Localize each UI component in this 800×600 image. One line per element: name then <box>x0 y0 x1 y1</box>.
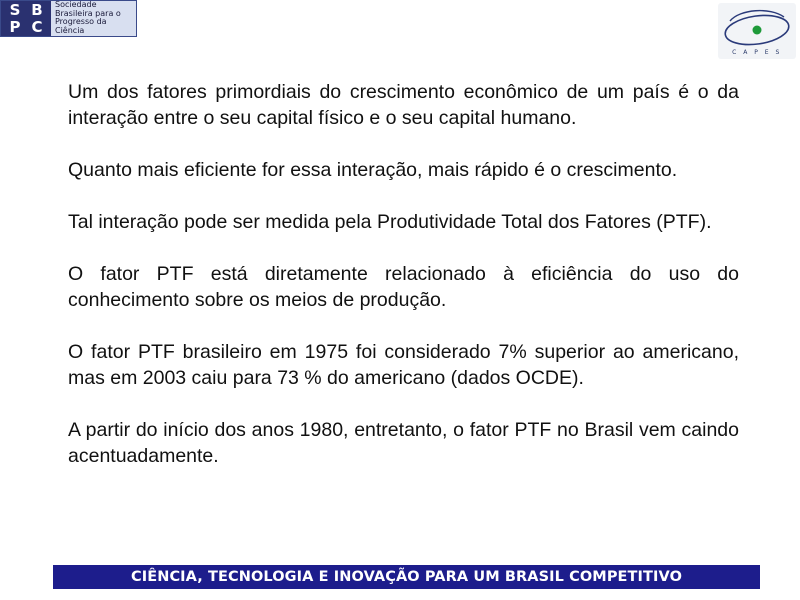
paragraph: Um dos fatores primordiais do crescimento econômico de um país é o da interação entre o seu capital físico e o seu capital humano. <box>68 81 739 129</box>
sbpc-name <box>51 1 136 36</box>
sbpc-name-line: Sociedade <box>55 1 97 9</box>
paragraph: Quanto mais eficiente for essa interação, mais rápido é o crescimento. <box>68 159 678 181</box>
sbpc-letter-p: P <box>9 17 21 36</box>
capes-label: C A P E S <box>732 49 782 56</box>
paragraph: A partir do início dos anos 1980, entretanto, o fator PTF no Brasil vem caindo acentuadamente. <box>68 419 739 467</box>
sbpc-name-line: Progresso da <box>55 17 107 26</box>
capes-dot-icon <box>753 26 762 35</box>
paragraph: O fator PTF brasileiro em 1975 foi considerado 7% superior ao americano, mas em 2003 caiu para 73 % do americano (dados OCDE). <box>68 341 739 389</box>
sbpc-monogram <box>1 1 51 36</box>
sbpc-letter-s: S <box>9 1 21 19</box>
sbpc-name-line: Brasileira para o <box>55 8 121 18</box>
sbpc-name-line: Ciência <box>55 25 85 35</box>
sbpc-letter-b: B <box>31 1 43 19</box>
paragraph: O fator PTF está diretamente relacionado à eficiência do uso do conhecimento sobre os meios de produção. <box>68 263 739 311</box>
sbpc-letter-c: C <box>31 17 43 36</box>
sbpc-logo <box>0 0 137 37</box>
slide-body <box>68 79 739 495</box>
paragraph: Tal interação pode ser medida pela Produtividade Total dos Fatores (PTF). <box>68 211 712 233</box>
footer-banner: CIÊNCIA, TECNOLOGIA E INOVAÇÃO PARA UM BRASIL COMPETITIVO <box>53 565 760 589</box>
capes-logo <box>718 3 796 59</box>
